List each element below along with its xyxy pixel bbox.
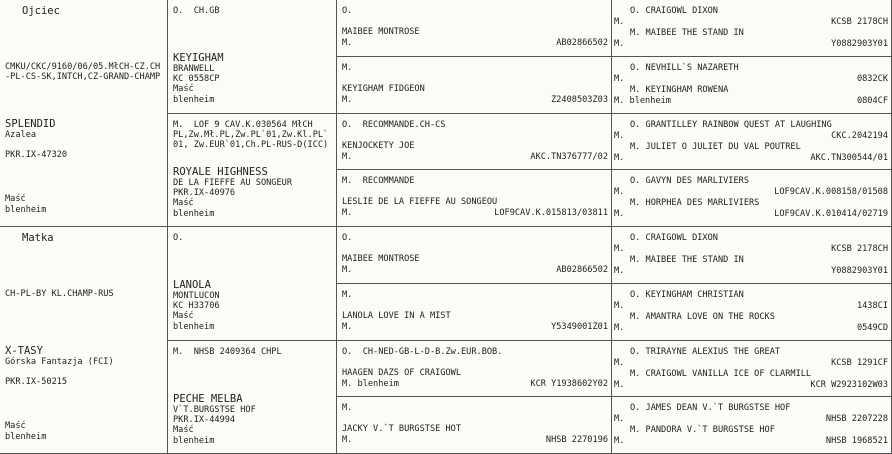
great-grandparent-name: MAIBEE MONTROSE: [342, 27, 420, 37]
g4-sire-prefix: M.: [614, 414, 625, 425]
g4-sire-prefix: M.: [614, 17, 625, 27]
g4-dam-prefix: M.: [614, 436, 625, 447]
g4-sire-name: O. CRAIGOWL DIXON: [630, 233, 718, 243]
parent-registration: PKR.IX-47320: [5, 150, 68, 160]
great-grandparent-cell: [337, 57, 612, 114]
g4-dam-name: M. PANDORA V.`T BURGSTSE HOF: [630, 425, 775, 436]
grandparent-coat-label: Maść: [173, 424, 194, 435]
great-grandparent-role: O.: [342, 233, 353, 243]
great-grandparent-prefix: M.: [342, 151, 353, 162]
great-grandparent-name: KENJOCKETY JOE: [342, 140, 415, 151]
g4-sire-prefix: M.: [614, 130, 625, 141]
g4-cell: [612, 341, 892, 398]
grandparent-name: LANOLA: [173, 279, 211, 291]
great-grandparent-registration: Y5349001Z01: [551, 321, 608, 332]
great-grandparent-name: MAIBEE MONTROSE: [342, 254, 420, 264]
g4-sire-registration: KCSB 2178CH: [831, 17, 888, 27]
g4-dam-prefix: M.: [614, 322, 625, 333]
great-grandparent-prefix: M.: [342, 435, 353, 446]
grandparent-coat-color: blenheim: [173, 322, 215, 332]
g4-sire-prefix: M.: [614, 300, 625, 311]
grandparent-registration: KC 0558CP: [173, 74, 220, 84]
great-grandparent-role: M.: [342, 289, 353, 300]
great-grandparent-registration: AKC.TN376777/02: [530, 151, 608, 162]
g4-dam-prefix: M.: [614, 39, 625, 49]
parent-coat-color: blenheim: [5, 205, 47, 215]
great-grandparent-prefix: M.: [342, 94, 353, 105]
great-grandparent-cell: [337, 114, 612, 171]
g4-dam-name: M. HORPHEA DES MARLIVIERS: [630, 198, 760, 209]
g4-sire-name: O. CRAIGOWL DIXON: [630, 6, 718, 16]
great-grandparent-cell: [337, 284, 612, 341]
g4-sire-name: O. GRANTILLEY RAINBOW QUEST AT LAUGHING: [630, 119, 832, 130]
g4-sire-registration: 0832CK: [856, 73, 888, 84]
g4-dam-prefix: M. blenheim: [614, 95, 671, 106]
g4-cell: [612, 397, 892, 454]
great-grandparent-role: M.: [342, 62, 353, 73]
great-grandparent-cell: [337, 397, 612, 454]
great-grandparent-cell: [337, 341, 612, 398]
g4-cell: [612, 284, 892, 341]
g4-dam-registration: KCR W2923102W03: [810, 379, 888, 390]
parent-titles: CMKU/CKC/9160/06/05.MłCH-CZ.CH -PL-CS-SK,INTCH,CZ-GRAND-CHAMP: [5, 62, 161, 82]
g4-cell: [612, 114, 892, 171]
grandparent-role: O. CH.GB: [173, 6, 220, 16]
g4-sire-prefix: M.: [614, 244, 625, 254]
grandparent-name: ROYALE HIGHNESS: [173, 165, 268, 178]
grandparent-registration: PKR.IX-40976: [173, 187, 236, 198]
great-grandparent-cell: [337, 227, 612, 284]
grandparent-coat-color: blenheim: [173, 435, 215, 446]
g4-sire-name: O. GAVYN DES MARLIVIERS: [630, 176, 749, 187]
g4-dam-name: M. MAIBEE THE STAND IN: [630, 28, 744, 38]
great-grandparent-prefix: M.: [342, 208, 353, 219]
sire-cell: [0, 0, 168, 227]
grandparent-coat-color: blenheim: [173, 208, 215, 219]
dam-cell: [0, 227, 168, 454]
g4-sire-prefix: M.: [614, 187, 625, 198]
great-grandparent-name: LANOLA LOVE IN A MIST: [342, 310, 451, 321]
grandparent-registration: KC H33706: [173, 301, 220, 311]
g4-dam-registration: Y0882903Y01: [831, 266, 888, 276]
g4-dam-name: M. MAIBEE THE STAND IN: [630, 255, 744, 265]
grandparent-line1: DE LA FIEFFE AU SONGEUR: [173, 177, 292, 188]
parent-name: SPLENDID: [5, 118, 56, 130]
grandparent-cell: [168, 114, 337, 228]
parent-header: Matka: [22, 232, 54, 244]
grandparent-line1: V`T.BURGSTSE HOF: [173, 404, 256, 415]
g4-sire-registration: LOF9CAV.K.008158/01508: [774, 187, 888, 198]
parent-alias: Azalea: [5, 130, 37, 140]
great-grandparent-name: KEYIGHAM FIDGEON: [342, 83, 425, 94]
g4-sire-registration: KCSB 2178CH: [831, 244, 888, 254]
g4-sire-name: O. NEVHILL`S NAZARETH: [630, 62, 739, 73]
g4-cell: [612, 227, 892, 284]
great-grandparent-role: O.: [342, 6, 353, 16]
g4-dam-prefix: M.: [614, 209, 625, 220]
great-grandparent-prefix: M.: [342, 265, 353, 275]
parent-name: X-TASY: [5, 345, 43, 357]
g4-sire-name: O. TRIRAYNE ALEXIUS THE GREAT: [630, 346, 781, 357]
parent-registration: PKR.IX-50215: [5, 377, 68, 387]
g4-sire-registration: CKC.2042194: [831, 130, 888, 141]
grandparent-coat-label: Maść: [173, 311, 194, 321]
grandparent-line1: BRANWELL: [173, 64, 215, 74]
parent-coat-label: Maść: [5, 194, 26, 204]
great-grandparent-prefix: M.: [342, 38, 353, 48]
parent-coat-label: Maść: [5, 421, 26, 431]
g4-dam-registration: 0549CD: [856, 322, 888, 333]
great-grandparent-cell: [337, 170, 612, 227]
great-grandparent-name: HAAGEN DAZS OF CRAIGOWL: [342, 367, 461, 378]
grandparent-coat-color: blenheim: [173, 95, 215, 105]
g4-sire-prefix: M.: [614, 357, 625, 368]
parent-alias: Górska Fantazja (FCI): [5, 357, 114, 367]
grandparent-registration: PKR.IX-44994: [173, 414, 236, 425]
parent-coat-color: blenheim: [5, 432, 47, 442]
great-grandparent-registration: AB02866502: [556, 38, 608, 48]
grandparent-name: PECHE MELBA: [173, 392, 243, 405]
g4-dam-name: M. AMANTRA LOVE ON THE ROCKS: [630, 311, 775, 322]
g4-sire-prefix: M.: [614, 73, 625, 84]
g4-dam-name: M. CRAIGOWL VANILLA ICE OF CLARMILL: [630, 368, 812, 379]
great-grandparent-name: JACKY V.`T BURGSTSE HOT: [342, 424, 461, 435]
g4-dam-name: M. JULIET O JULIET DU VAL POUTREL: [630, 141, 801, 152]
g4-dam-registration: LOF9CAV.K.010414/02719: [774, 209, 888, 220]
grandparent-cell: [168, 341, 337, 454]
great-grandparent-registration: NHSB 2270196: [545, 435, 608, 446]
great-grandparent-registration: Z2408503Z03: [551, 94, 608, 105]
g4-sire-registration: 1438CI: [856, 300, 888, 311]
grandparent-role: M. NHSB 2409364 CHPL: [173, 346, 282, 357]
grandparent-role: O.: [173, 233, 184, 243]
g4-cell: [612, 170, 892, 227]
great-grandparent-role: M. RECOMMANDE: [342, 176, 415, 187]
grandparent-cell: [168, 0, 337, 114]
g4-dam-registration: Y0882903Y01: [831, 39, 888, 49]
great-grandparent-prefix: M. blenheim: [342, 378, 399, 389]
grandparent-coat-label: Maść: [173, 84, 194, 94]
g4-sire-registration: KCSB 1291CF: [831, 357, 888, 368]
grandparent-role: M. LOF 9 CAV.K.030564 MłCH PL,Zw.Mł.PL,Zw.PL`01,Zw.Kl.PL` 01, Zw.EUR`01,Ch.PL-RUS-D(ICC): [173, 119, 329, 150]
parent-titles: CH-PL-BY KL.CHAMP-RUS: [5, 289, 114, 299]
g4-cell: [612, 57, 892, 114]
great-grandparent-role: M.: [342, 403, 353, 414]
great-grandparent-cell: [337, 0, 612, 57]
grandparent-name: KEYIGHAM: [173, 52, 224, 64]
g4-sire-name: O. JAMES DEAN V.`T BURGSTSE HOF: [630, 403, 791, 414]
g4-dam-name: M. KEYINGHAM ROWENA: [630, 84, 729, 95]
grandparent-coat-label: Maść: [173, 197, 194, 208]
great-grandparent-prefix: M.: [342, 321, 353, 332]
great-grandparent-registration: LOF9CAV.K.015813/03811: [494, 208, 608, 219]
g4-sire-registration: NHSB 2207228: [825, 414, 888, 425]
great-grandparent-name: LESLIE DE LA FIEFFE AU SONGEOU: [342, 197, 498, 208]
g4-sire-name: O. KEYINGHAM CHRISTIAN: [630, 289, 744, 300]
great-grandparent-role: O. CH-NED-GB-L-D-B.Zw.EUR.BOB.: [342, 346, 503, 357]
great-grandparent-role: O. RECOMMANDE.CH-CS: [342, 119, 446, 130]
g4-dam-prefix: M.: [614, 266, 625, 276]
great-grandparent-registration: KCR Y1938602Y02: [530, 378, 608, 389]
grandparent-line1: MONTLUCON: [173, 291, 220, 301]
g4-dam-prefix: M.: [614, 152, 625, 163]
g4-dam-prefix: M.: [614, 379, 625, 390]
g4-cell: [612, 0, 892, 57]
g4-dam-registration: AKC.TN300544/01: [810, 152, 888, 163]
g4-dam-registration: NHSB 1968521: [825, 436, 888, 447]
parent-header: Ojciec: [22, 5, 60, 17]
great-grandparent-registration: AB02866502: [556, 265, 608, 275]
grandparent-cell: [168, 227, 337, 341]
g4-dam-registration: 0804CF: [856, 95, 888, 106]
